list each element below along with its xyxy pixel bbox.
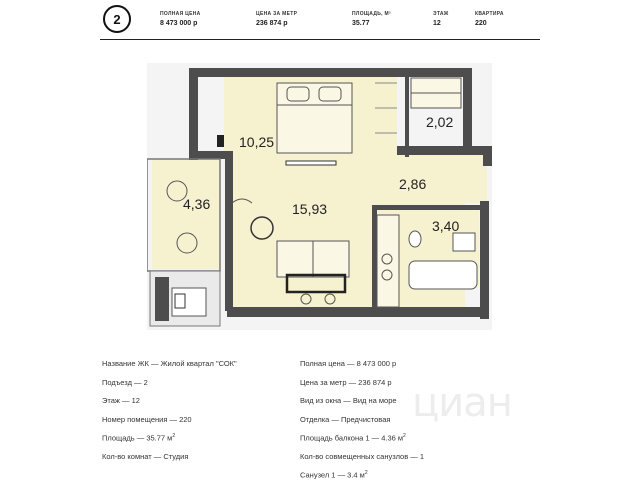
info-label: Санузел 1 bbox=[300, 470, 336, 480]
info-row: Цена за метр — 236 874 р bbox=[300, 377, 392, 387]
header-value: 35.77 bbox=[352, 20, 370, 27]
speaker-icon bbox=[217, 135, 224, 147]
info-unit-sup: 2 bbox=[403, 433, 406, 439]
info-unit-sup: 2 bbox=[172, 433, 176, 439]
info-row: Площадь балкона 1 — 4.36 $м^2$ bbox=[300, 433, 406, 443]
header-value: 8 473 000 р bbox=[160, 20, 198, 27]
info-label: Название ЖК bbox=[102, 359, 149, 368]
info-label: Номер помещения bbox=[102, 414, 168, 424]
tv-unit bbox=[286, 161, 336, 165]
info-label: Площадь bbox=[102, 433, 135, 443]
info-value: 220 bbox=[179, 414, 192, 424]
info-value: 236 874 р bbox=[358, 377, 392, 387]
info-row: Вид из окна — Вид на море bbox=[300, 396, 397, 405]
room-area-label: 15,93 bbox=[292, 201, 328, 217]
info-value: Жилой квартал "СОК" bbox=[160, 359, 237, 368]
room-area-label: 2,02 bbox=[426, 114, 454, 130]
room-area-label: 4,36 bbox=[183, 196, 211, 212]
info-row: Площадь — 35.77 $м^2$ bbox=[102, 433, 176, 443]
info-label: Кол-во комнат bbox=[102, 451, 152, 461]
info-row: Санузел 1 — 3.4 $м^2$ bbox=[300, 470, 368, 480]
info-value: Вид на море bbox=[352, 396, 397, 405]
bed bbox=[277, 83, 352, 153]
kitchen-counter bbox=[377, 215, 399, 307]
header-value: 236 874 р bbox=[256, 20, 288, 27]
section-number-badge: 2 bbox=[103, 5, 131, 33]
header-label: ПОЛНАЯ ЦЕНА bbox=[160, 11, 201, 17]
watermark-logo: циан bbox=[412, 380, 512, 426]
info-value: 4.36 м bbox=[381, 433, 404, 443]
header-apartment bbox=[475, 11, 504, 27]
header-value: 220 bbox=[475, 20, 487, 27]
info-row: Этаж — 12 bbox=[102, 396, 140, 405]
info-value: 12 bbox=[131, 396, 140, 405]
info-label: Этаж bbox=[102, 396, 120, 405]
info-row: Подъезд — 2 bbox=[102, 377, 148, 387]
header bbox=[0, 0, 640, 40]
apartment-info-right bbox=[300, 359, 424, 489]
info-label: Кол-во совмещенных санузлов bbox=[300, 451, 409, 461]
header-floor bbox=[433, 11, 449, 27]
info-label: Вид из окна bbox=[300, 396, 342, 405]
header-price-per-meter bbox=[256, 11, 297, 27]
wardrobe bbox=[411, 78, 461, 108]
floor-plan bbox=[147, 63, 492, 330]
info-value: 3.4 м bbox=[347, 470, 365, 480]
apartment-info-left bbox=[102, 359, 237, 470]
info-value: 35.77 м bbox=[146, 433, 173, 443]
info-row: Номер помещения — 220 bbox=[102, 414, 192, 424]
header-divider bbox=[100, 39, 540, 40]
info-label: Цена за метр bbox=[300, 377, 347, 387]
info-value: Предчистовая bbox=[340, 414, 391, 424]
info-row: Кол-во совмещенных санузлов — 1 bbox=[300, 451, 425, 461]
header-label: ПЛОЩАДЬ, М² bbox=[352, 11, 391, 17]
header-label: КВАРТИРА bbox=[475, 11, 504, 17]
sofa bbox=[277, 241, 349, 277]
info-value: 8 473 000 р bbox=[356, 359, 397, 368]
info-row: Кол-во комнат — Студия bbox=[102, 451, 189, 461]
room-area-label: 2,86 bbox=[399, 176, 427, 192]
info-unit-sup: 2 bbox=[364, 470, 368, 476]
info-label: Подъезд bbox=[102, 377, 132, 387]
header-full-price bbox=[160, 11, 201, 27]
header-area bbox=[352, 11, 391, 27]
info-row: Название ЖК — Жилой квартал "СОК" bbox=[102, 359, 237, 368]
info-value: Студия bbox=[163, 451, 189, 461]
header-label: ЦЕНА ЗА МЕТР bbox=[256, 11, 298, 17]
info-label: Полная цена bbox=[300, 359, 345, 368]
info-row: Полная цена — 8 473 000 р bbox=[300, 359, 397, 368]
room-area-label: 10,25 bbox=[239, 134, 275, 150]
info-value: 2 bbox=[143, 377, 148, 387]
info-label: Отделка bbox=[300, 414, 330, 424]
header-value: 12 bbox=[433, 20, 441, 27]
info-row: Отделка — Предчистовая bbox=[300, 414, 391, 424]
info-label: Площадь балкона 1 bbox=[300, 433, 370, 443]
header-label: ЭТАЖ bbox=[433, 11, 449, 17]
room-area-label: 3,40 bbox=[432, 218, 460, 234]
info-value: 1 bbox=[419, 451, 425, 461]
